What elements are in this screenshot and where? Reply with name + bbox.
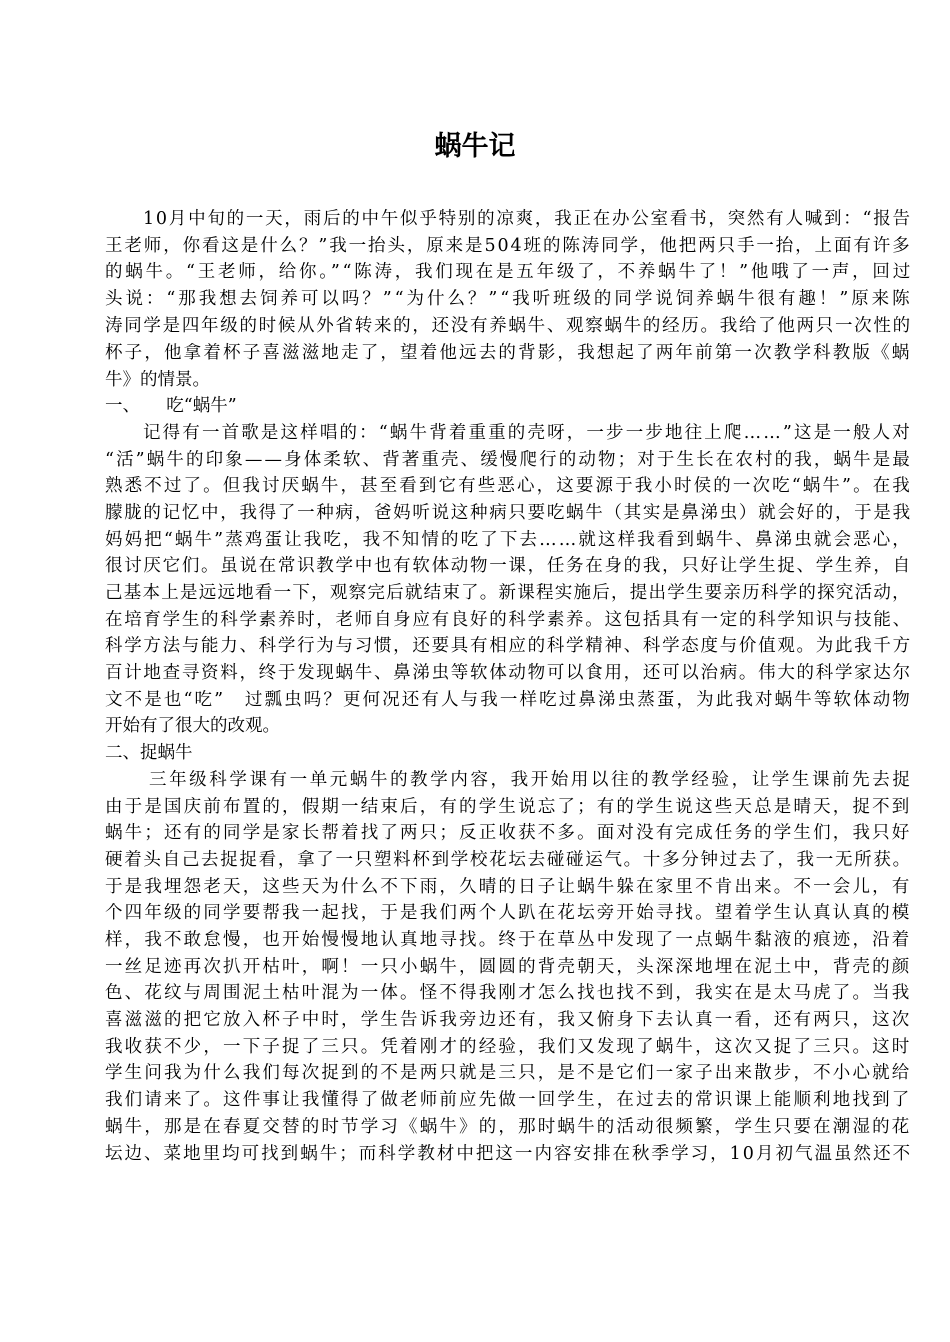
body-line: 坛边、菜地里均可找到蜗牛；而科学教材中把这一内容安排在秋季学习，10月初气温虽然还不 [105,1144,913,1164]
body-line: 由于是国庆前布置的，假期一结束后，有的学生说忘了；有的学生说这些天总是晴天，捉不到 [105,797,912,817]
body-line: 记得有一首歌是这样唱的：“蜗牛背着重重的壳呀，一步一步地往上爬……”这是一般人对 [143,423,912,443]
body-line: 10月中旬的一天，雨后的中午似乎特别的凉爽，我正在办公室看书，突然有人喊到：“报告 [143,209,912,229]
document-title: 蜗牛记 [434,131,516,162]
body-line: 头说：“那我想去饲养可以吗？”“为什么？”“我听班级的同学说饲养蜗牛很有趣！”原来陈 [105,289,913,309]
body-line: 三年级科学课有一单元蜗牛的教学内容，我开始用以往的教学经验，让学生课前先去捉 [149,770,913,790]
body-line: 科学方法与能力、科学行为与习惯，还要具有相应的科学精神、科学态度与价值观。为此我千方 [105,636,912,656]
body-line: “活”蜗牛的印象——身体柔软、背著重壳、缓慢爬行的动物；对于生长在农村的我，蜗牛是最 [105,450,912,470]
body-line: 己基本上是远远地看一下，观察完后就结束了。新课程实施后，提出学生要亲历科学的探究活动， [105,583,911,603]
body-line: 开始有了很大的改观。 [105,716,280,736]
body-line: 个四年级的同学要帮我一起找，于是我们两个人趴在花坛旁开始寻找。望着学生认真认真的模 [105,903,912,923]
body-line: 学生问我为什么我们每次捉到的不是两只就是三只，是不是它们一家子出来散步，不小心就给 [105,1063,912,1083]
body-line: 蜗牛；还有的同学是家长帮着找了两只；反正收获不多。面对没有完成任务的学生们，我只好 [105,823,912,843]
body-line: 蜗牛，那是在春夏交替的时节学习《蜗牛》的，那时蜗牛的活动很频繁，学生只要在潮湿的花 [105,1117,912,1137]
body-line: 我们请来了。这件事让我懂得了做老师前应先做一回学生，在过去的常识课上能顺利地找到了 [105,1090,912,1110]
body-line: 于是我埋怨老天，这些天为什么不下雨，久晴的日子让蜗牛躲在家里不肯出来。不一会儿，有 [105,877,912,897]
body-line: 样，我不敢怠慢，也开始慢慢地认真地寻找。终于在草丛中发现了一点蜗牛黏液的痕迹，沿着 [105,930,912,950]
body-line: 朦胧的记忆中，我得了一种病，爸妈听说这种病只要吃蜗牛（其实是鼻涕虫）就会好的，于是我 [105,503,912,523]
body-line: 很讨厌它们。虽说在常识教学中也有软体动物一课，任务在身的我，只好让学生捉、学生养，自 [105,556,912,576]
body-line: 杯子，他拿着杯子喜滋滋地走了，望着他远去的背影，我想起了两年前第一次教学科教版《蜗 [105,343,912,363]
body-line: 文不是也“吃” 过瓢虫吗？更何况还有人与我一样吃过鼻涕虫蒸蛋，为此我对蜗牛等软体动物 [105,690,912,710]
body-line: 一、 吃“蜗牛” [105,396,237,416]
body-line: 二、捉蜗牛 [105,743,193,763]
body-line: 熟悉不过了。但我讨厌蜗牛，甚至看到它有些恶心，这要源于我小时侯的一次吃“蜗牛”。在我 [105,476,912,496]
body-line: 百计地查寻资料，终于发现蜗牛、鼻涕虫等软体动物可以食用，还可以治病。伟大的科学家达尔 [105,663,912,683]
body-line: 在培育学生的科学素养时，老师自身应有良好的科学素养。这包括具有一定的科学知识与技能、 [105,610,912,630]
body-line: 硬着头自己去捉捉看，拿了一只塑料杯到学校花坛去碰碰运气。十多分钟过去了，我一无所获。 [105,850,912,870]
body-line: 色、花纹与周围泥土枯叶混为一体。怪不得我刚才怎么找也找不到，我实在是太马虎了。当我 [105,983,912,1003]
body-line: 涛同学是四年级的时候从外省转来的，还没有养蜗牛、观察蜗牛的经历。我给了他两只一次性的 [105,316,912,336]
body-line: 喜滋滋的把它放入杯子中时，学生告诉我旁边还有，我又俯身下去认真一看，还有两只，这次 [105,1010,912,1030]
body-line: 妈妈把“蜗牛”蒸鸡蛋让我吃，我不知情的吃了下去……就这样我看到蜗牛、鼻涕虫就会恶心， [105,530,912,550]
body-line: 一丝足迹再次扒开枯叶，啊！一只小蜗牛，圆圆的背壳朝天，头深深地埋在泥土中，背壳的颜 [105,957,912,977]
body-line: 牛》的情景。 [105,370,210,390]
body-line: 我收获不少，一下子捉了三只。凭着刚才的经验，我们又发现了蜗牛，这次又捉了三只。这时 [105,1037,912,1057]
body-line: 王老师，你看这是什么？”我一抬头，原来是504班的陈涛同学，他把两只手一抬，上面有许多 [105,236,912,256]
body-line: 的蜗牛。“王老师，给你。”“陈涛，我们现在是五年级了，不养蜗牛了！”他哦了一声，回过 [105,262,913,282]
